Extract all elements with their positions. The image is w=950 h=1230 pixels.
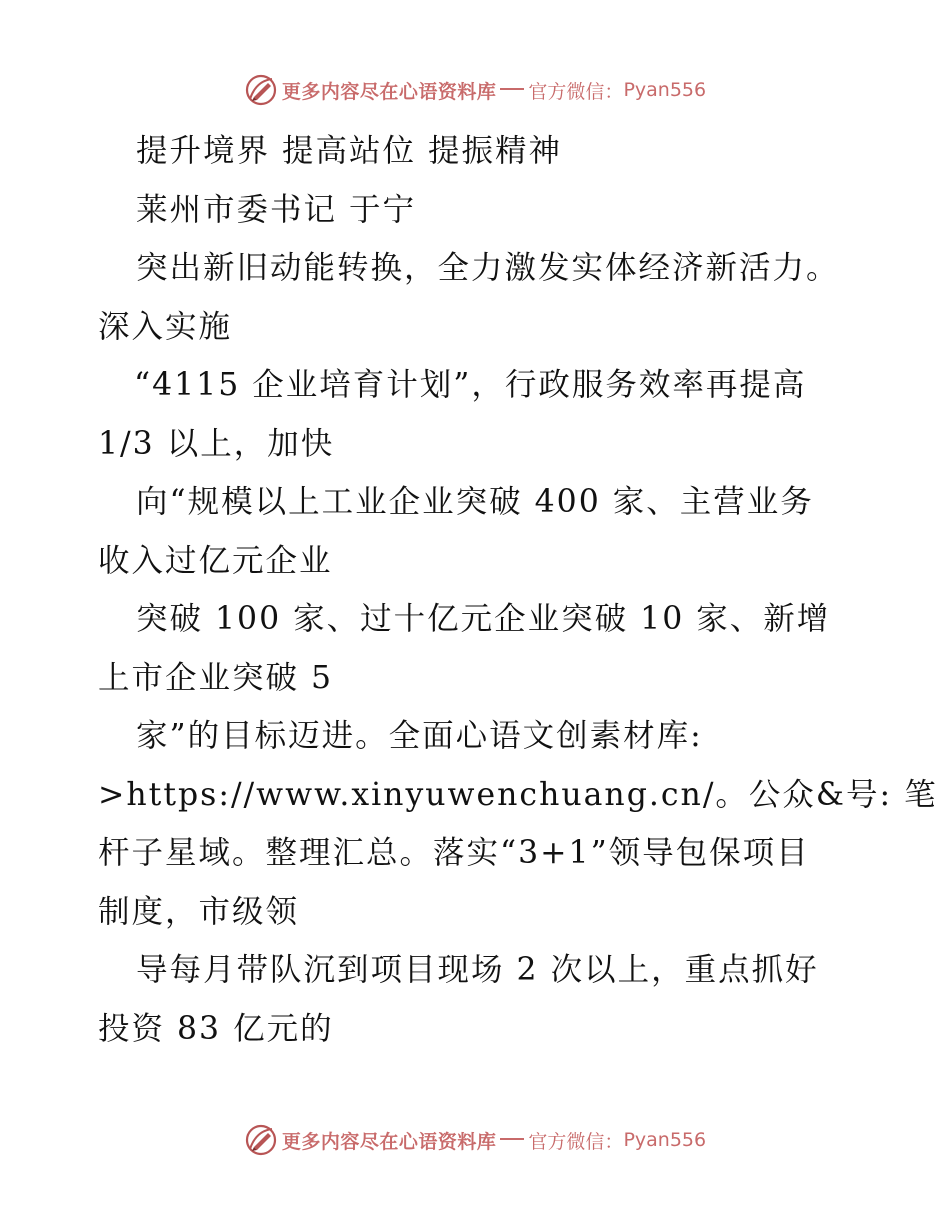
doc-line: 深入实施 <box>98 308 233 345</box>
header-dash <box>500 88 524 90</box>
footer-dash <box>500 1138 524 1140</box>
document-body <box>98 122 938 1058</box>
header-banner <box>0 70 950 110</box>
header-brand-text: 更多内容尽在心语资料库 <box>281 80 497 103</box>
doc-line: 上市企业突破 5 <box>98 659 334 696</box>
footer-wechat-id: Pyan556 <box>623 1129 707 1151</box>
doc-line: 投资 83 亿元的 <box>98 1010 334 1047</box>
doc-line-author: 莱州市委书记 于宁 <box>136 191 417 228</box>
doc-line: 向“规模以上工业企业突破 400 家、主营业务 <box>136 484 814 520</box>
doc-line: 导每月带队沉到项目现场 2 次以上，重点抓好 <box>136 952 819 988</box>
doc-line: 突出新旧动能转换，全力激发实体经济新活力。 <box>136 250 840 286</box>
doc-line: 杆子星域。整理汇总。落实“3+1”领导包保项目 <box>98 835 810 871</box>
footer-banner <box>0 1120 950 1160</box>
doc-line: 家”的目标迈进。全面心语文创素材库: <box>136 718 703 754</box>
doc-line-link: >https://www.xinyuwenchuang.cn/。公众&号: 笔 <box>98 776 938 813</box>
pen-logo-icon <box>244 73 278 107</box>
doc-line: 1/3 以上，加快 <box>98 425 335 462</box>
header-wechat-id: Pyan556 <box>623 79 707 101</box>
doc-line: 收入过亿元企业 <box>98 542 333 579</box>
doc-line-title: 提升境界 提高站位 提振精神 <box>136 133 563 169</box>
doc-line: “4115 企业培育计划”，行政服务效率再提高 <box>134 367 807 403</box>
footer-brand-text: 更多内容尽在心语资料库 <box>281 1130 497 1153</box>
doc-line: 制度，市级领 <box>98 893 300 930</box>
header-wechat-label: 官方微信： <box>528 80 624 103</box>
pen-logo-icon <box>244 1123 278 1157</box>
doc-line: 突破 100 家、过十亿元企业突破 10 家、新增 <box>136 601 831 637</box>
footer-wechat-label: 官方微信： <box>528 1130 624 1153</box>
